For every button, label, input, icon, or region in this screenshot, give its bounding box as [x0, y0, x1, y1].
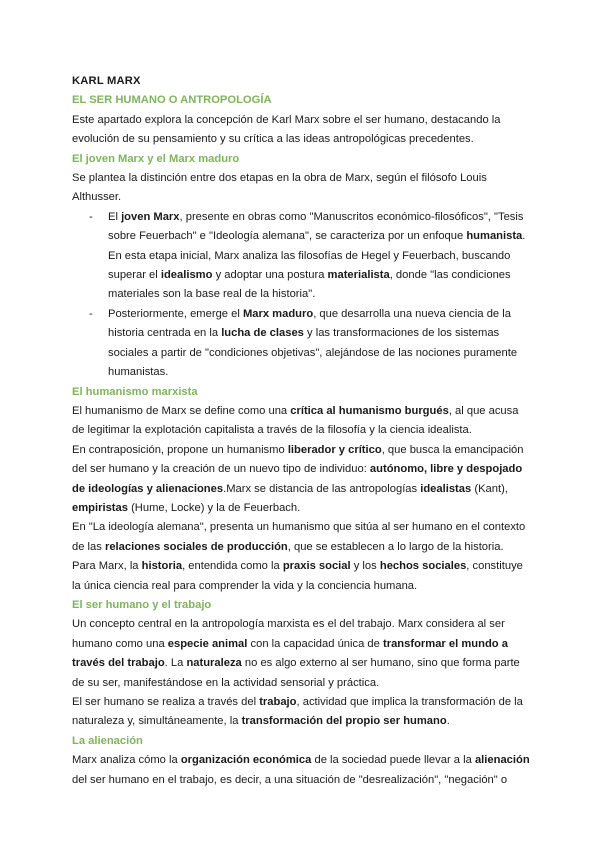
text-run: , presente en obras como "Manuscritos económico-filosóficos", "Tesis sobre Feuerbach" e "Ideología alemana", se caracteriza por un enfoque — [108, 210, 524, 243]
document-page — [72, 72, 530, 790]
document-title: KARL MARX — [72, 75, 141, 87]
bold-term: Marx maduro — [242, 307, 314, 320]
text-run: El humanismo de Marx se define como una — [72, 404, 291, 417]
paragraph-alienacion-1 — [72, 751, 530, 790]
paragraph-humanismo-4 — [72, 557, 530, 596]
bold-term: materialista — [327, 269, 390, 282]
text-run: El ser humano se realiza a través del — [72, 696, 260, 708]
paragraph-humanismo-3 — [72, 518, 530, 557]
text-run: En contraposición, propone un humanismo — [72, 443, 288, 456]
text-run: . La — [164, 657, 187, 670]
text-run: Un concepto central en la antropología marxista es el del trabajo. Marx considera al ser humano como una — [72, 618, 505, 650]
text-run: Marx analiza cómo la — [72, 754, 181, 767]
heading-alienacion: La alienación — [72, 734, 143, 747]
paragraph-trabajo-1 — [72, 615, 530, 693]
bold-term: joven Marx — [121, 210, 180, 223]
bold-term: humanista — [466, 230, 523, 243]
bold-term: hechos sociales — [379, 560, 467, 573]
text-run: , actividad que implica la transformación de la naturaleza y, simultáneamente, la — [72, 696, 523, 728]
text-run: , que busca la emancipación del ser humano y la creación de un nuevo tipo de individuo: — [72, 443, 524, 476]
bold-term: organización económica — [180, 754, 312, 767]
list-dash: - — [89, 210, 93, 223]
text-run: , constituye la única ciencia real para comprender la vida y la conciencia humana. — [72, 560, 523, 592]
paragraph-humanismo-1 — [72, 402, 530, 441]
heading-trabajo: El ser humano y el trabajo — [72, 598, 212, 611]
bold-term: autónomo, libre y despojado de ideologías y alienaciones — [72, 463, 523, 495]
text-run: Posteriormente, emerge el — [108, 307, 243, 320]
text-run: En "La ideología alemana", presenta un humanismo que sitúa al ser humano en el contexto de las — [72, 521, 526, 553]
text-run: , entendida como la — [182, 560, 283, 573]
bold-term: lucha de clases — [221, 327, 304, 340]
text-run: , donde "las condiciones materiales son la base real de la historia". — [108, 269, 511, 301]
bold-term: idealistas — [420, 482, 472, 495]
text-run: y adoptar una postura — [212, 269, 328, 282]
text-run: . En esta etapa inicial, Marx analiza las filosofías de Hegel y Feuerbach, buscando superar el — [108, 230, 526, 282]
list-item-joven-marx — [89, 208, 530, 305]
bold-term: idealismo — [160, 269, 213, 282]
intro-paragraph: Este apartado explora la concepción de Karl Marx sobre el ser humano, destacando la evolución de su pensamiento y su crítica a las ideas antropológicas precedentes. — [72, 113, 501, 146]
bold-term: crítica al humanismo burgués — [290, 404, 449, 417]
text-run: y los — [350, 560, 380, 573]
text-run: , que se establecen a lo largo de la historia. — [287, 540, 504, 553]
text-run: , al que acusa de legitimar la explotación capitalista a través de la filosofía y la ciencia idealista. — [72, 404, 519, 437]
text-run: El — [108, 210, 122, 223]
text-run: y las transformaciones de los sistemas sociales a partir de "condiciones objetivas", alejándose de las nociones puramente humanistas. — [108, 327, 518, 379]
text-run: , que desarrolla una nueva ciencia de la historia centrada en la — [108, 307, 511, 340]
etapas-list — [72, 208, 530, 383]
text-run: del ser humano en el trabajo, es decir, a una situación de "desrealización", "negación" o — [72, 773, 508, 786]
bold-term: liberador y crítico — [287, 443, 382, 456]
text-run: de la sociedad puede llevar a la — [311, 754, 475, 767]
bold-term: naturaleza — [186, 657, 242, 670]
bold-term: transformación del propio ser humano — [241, 715, 447, 728]
section-heading: EL SER HUMANO O ANTROPOLOGÍA — [72, 94, 272, 107]
bold-term: empiristas — [72, 501, 128, 514]
paragraph-trabajo-2 — [72, 693, 530, 732]
text-run: (Hume, Locke) y la de Feuerbach. — [127, 501, 301, 514]
paragraph-humanismo-2 — [72, 441, 530, 519]
text-run: Para Marx, la — [72, 560, 142, 573]
text-run: con la capacidad única de — [247, 637, 383, 650]
list-dash: - — [89, 307, 93, 320]
heading-humanismo: El humanismo marxista — [72, 385, 198, 398]
bold-term: historia — [141, 560, 183, 573]
text-run: (Kant), — [471, 482, 508, 495]
heading-joven-marx: El joven Marx y el Marx maduro — [72, 152, 240, 165]
bold-term: alienación — [474, 754, 530, 767]
paragraph-althusser: Se plantea la distinción entre dos etapas en la obra de Marx, según el filósofo Louis Althusser. — [72, 172, 487, 204]
bold-term: relaciones sociales de producción — [104, 540, 288, 553]
bold-term: praxis social — [282, 560, 351, 573]
text-run: no es algo externo al ser humano, sino que forma parte de su ser, manifestándose en la actividad sensorial y práctica. — [72, 657, 520, 689]
bold-term: transformar el mundo a través del trabajo — [72, 637, 508, 670]
text-run: .Marx se distancia de las antropologías — [223, 482, 421, 495]
bold-term: especie animal — [167, 637, 248, 650]
bold-term: trabajo — [259, 696, 297, 708]
text-run: . — [446, 715, 450, 728]
list-item-marx-maduro — [89, 305, 530, 383]
